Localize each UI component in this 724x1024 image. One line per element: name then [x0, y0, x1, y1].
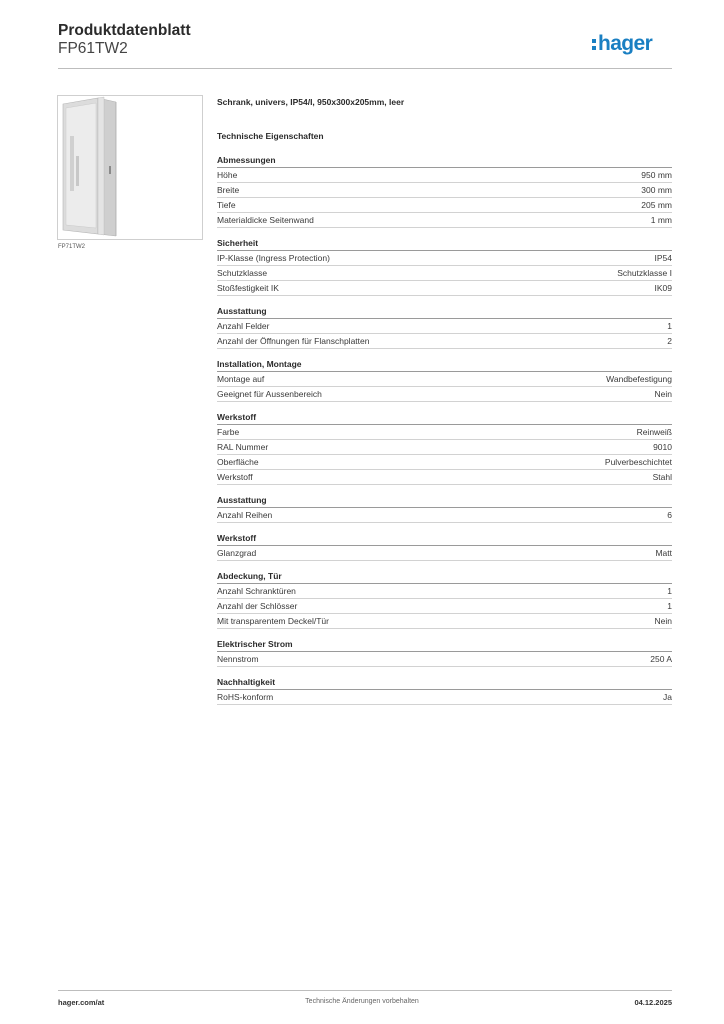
spec-row [217, 455, 672, 470]
spec-label: Anzahl Felder [217, 321, 270, 331]
spec-row [217, 508, 672, 523]
spec-row [217, 183, 672, 198]
spec-label: Nennstrom [217, 654, 259, 664]
section-title: Werkstoff [217, 411, 672, 425]
spec-section [217, 494, 672, 523]
spec-label: Stoßfestigkeit IK [217, 283, 279, 293]
section-title: Abdeckung, Tür [217, 570, 672, 584]
spec-value: Stahl [652, 472, 672, 482]
logo-text: hager [598, 31, 653, 55]
product-description: Schrank, univers, IP54/I, 950x300x205mm, leer [217, 97, 405, 107]
spec-value: Nein [654, 389, 672, 399]
spec-label: Oberfläche [217, 457, 259, 467]
spec-section [217, 305, 672, 349]
spec-value: 950 mm [641, 170, 672, 180]
spec-value: IK09 [654, 283, 672, 293]
spec-label: Anzahl der Öffnungen für Flanschplatten [217, 336, 370, 346]
spec-label: Anzahl der Schlösser [217, 601, 298, 611]
spec-value: 1 [667, 586, 672, 596]
section-title: Werkstoff [217, 532, 672, 546]
spec-row [217, 319, 672, 334]
spec-row [217, 470, 672, 485]
hager-logo [592, 30, 652, 56]
product-image [57, 95, 203, 240]
spec-value: Pulverbeschichtet [604, 457, 672, 467]
tech-properties-heading: Technische Eigenschaften [217, 131, 324, 141]
spec-label: Breite [217, 185, 240, 195]
spec-value: 205 mm [641, 200, 672, 210]
spec-value: IP54 [654, 253, 672, 263]
spec-row [217, 251, 672, 266]
section-title: Elektrischer Strom [217, 638, 672, 652]
section-title: Abmessungen [217, 154, 672, 168]
spec-value: Ja [663, 692, 672, 702]
header-divider [58, 68, 672, 69]
spec-row [217, 168, 672, 183]
spec-section [217, 411, 672, 485]
spec-value: Reinweiß [636, 427, 672, 437]
spec-row [217, 652, 672, 667]
spec-label: Anzahl Schranktüren [217, 586, 296, 596]
spec-row [217, 198, 672, 213]
footer-website: hager.com/at [58, 998, 105, 1007]
spec-sections [217, 154, 672, 705]
spec-row [217, 281, 672, 296]
spec-label: Anzahl Reihen [217, 510, 273, 520]
spec-label: IP-Klasse (Ingress Protection) [217, 253, 330, 263]
spec-section [217, 638, 672, 667]
spec-value: Matt [655, 548, 672, 558]
document-title: Produktdatenblatt [58, 22, 191, 39]
spec-row [217, 599, 672, 614]
spec-row [217, 266, 672, 281]
spec-row [217, 440, 672, 455]
spec-row [217, 213, 672, 228]
spec-row [217, 584, 672, 599]
spec-section [217, 358, 672, 402]
spec-value: Schutzklasse I [617, 268, 672, 278]
spec-value: 1 [667, 601, 672, 611]
logo-dots-icon [592, 39, 596, 50]
spec-label: Farbe [217, 427, 240, 437]
spec-value: 1 [667, 321, 672, 331]
footer-disclaimer: Technische Änderungen vorbehalten [305, 998, 419, 1005]
spec-label: Glanzgrad [217, 548, 257, 558]
section-title: Nachhaltigkeit [217, 676, 672, 690]
spec-row [217, 372, 672, 387]
spec-label: Schutzklasse [217, 268, 268, 278]
spec-section [217, 154, 672, 228]
spec-value: 9010 [653, 442, 672, 452]
spec-value: 250 A [650, 654, 672, 664]
spec-value: Wandbefestigung [606, 374, 672, 384]
footer-divider [58, 990, 672, 991]
section-title: Installation, Montage [217, 358, 672, 372]
spec-row [217, 387, 672, 402]
spec-section [217, 570, 672, 629]
section-title: Ausstattung [217, 494, 672, 508]
spec-label: Mit transparentem Deckel/Tür [217, 616, 329, 626]
section-title: Ausstattung [217, 305, 672, 319]
spec-label: Werkstoff [217, 472, 253, 482]
spec-label: Montage auf [217, 374, 265, 384]
spec-label: RoHS-konform [217, 692, 274, 702]
spec-label: Materialdicke Seitenwand [217, 215, 314, 225]
spec-label: RAL Nummer [217, 442, 269, 452]
spec-value: 300 mm [641, 185, 672, 195]
image-caption: FP71TW2 [58, 244, 86, 250]
spec-row [217, 334, 672, 349]
cabinet-illustration [58, 96, 202, 239]
spec-section [217, 532, 672, 561]
spec-value: 1 mm [650, 215, 672, 225]
spec-value: Nein [654, 616, 672, 626]
spec-row [217, 614, 672, 629]
spec-label: Geeignet für Aussenbereich [217, 389, 322, 399]
product-specifications [217, 95, 672, 705]
spec-section [217, 237, 672, 296]
spec-row [217, 546, 672, 561]
footer-date: 04.12.2025 [634, 998, 672, 1007]
spec-value: 6 [667, 510, 672, 520]
spec-row [217, 690, 672, 705]
spec-value: 2 [667, 336, 672, 346]
spec-label: Tiefe [217, 200, 236, 210]
spec-label: Höhe [217, 170, 238, 180]
spec-row [217, 425, 672, 440]
spec-section [217, 676, 672, 705]
section-title: Sicherheit [217, 237, 672, 251]
product-code: FP61TW2 [58, 40, 128, 57]
